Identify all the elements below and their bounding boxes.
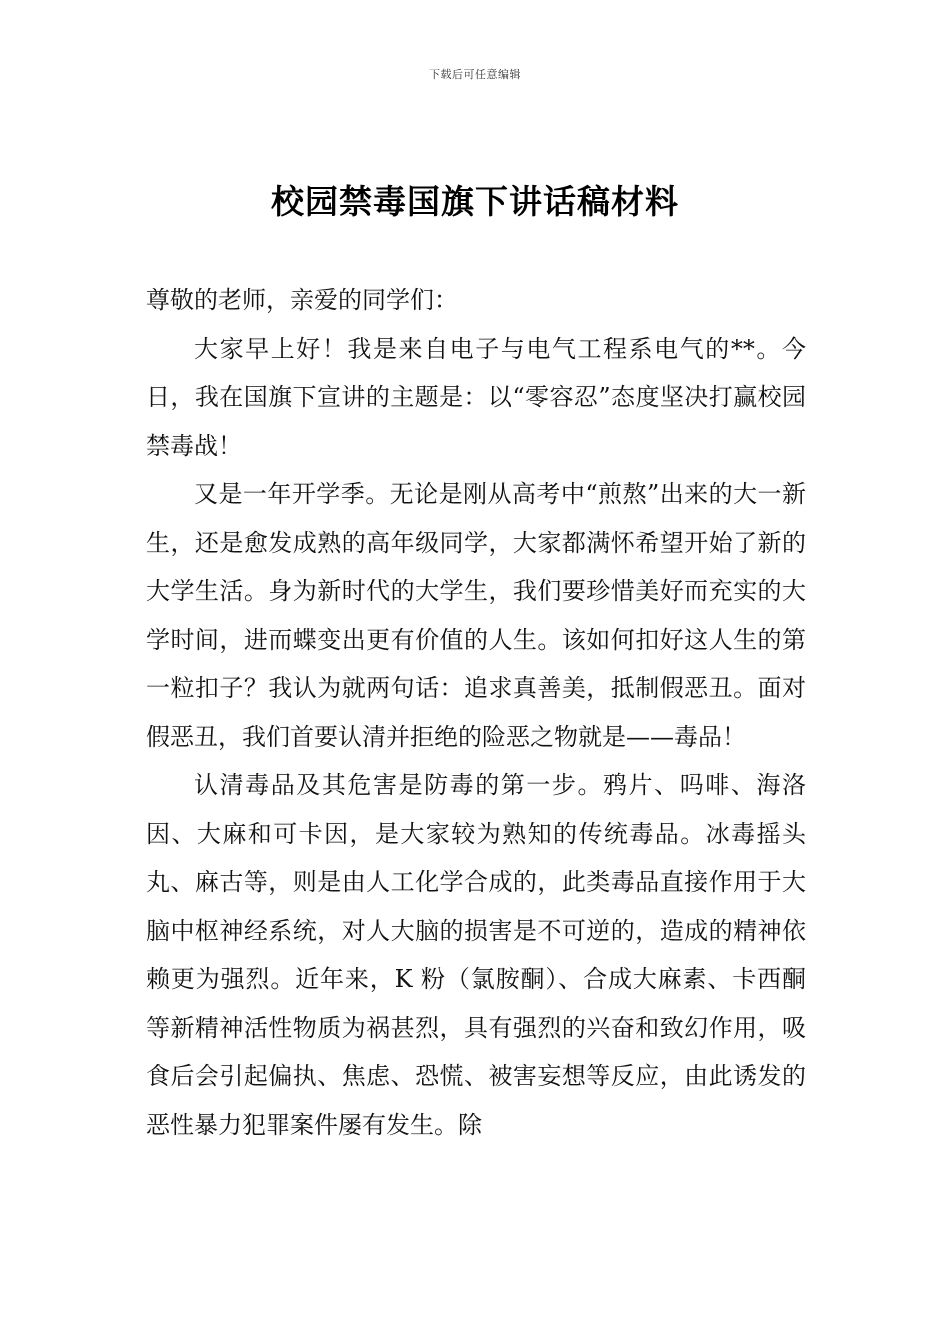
salutation: 尊敬的老师，亲爱的同学们： [146, 286, 458, 314]
paragraph-3: 认清毒品及其危害是防毒的第一步。鸦片、吗啡、海洛因、大麻和可卡因，是大家较为熟知的传统毒品。冰毒摇头丸、麻古等，则是由人工化学合成的，此类毒品直接作用于大脑中枢神经系统，对人大脑的损害是不可逆的，造成的精神依赖更为强烈。近年来，K 粉（氯胺酮）、合成大麻素、卡西酮等新精神活性物质为祸甚烈，具有强烈的兴奋和致幻作用，吸食后会引起偏执、焦虑、恐慌、被害妄想等反应，由此诱发的恶性暴力犯罪案件屡有发生。除 [146, 771, 806, 1139]
document-body [146, 276, 806, 1149]
document-title: 校园禁毒国旗下讲话稿材料 [271, 182, 679, 221]
paragraph-2: 又是一年开学季。无论是刚从高考中“煎熬”出来的大一新生，还是愈发成熟的高年级同学，大家都满怀希望开始了新的大学生活。身为新时代的大学生，我们要珍惜美好而充实的大学时间，进而蝶变出更有价值的人生。该如何扣好这人生的第一粒扣子？我认为就两句话：追求真善美，抵制假恶丑。面对假恶丑，我们首要认清并拒绝的险恶之物就是——毒品！ [146, 480, 806, 751]
header-note: 下载后可任意编辑 [429, 68, 521, 81]
paragraph-1: 大家早上好！我是来自电子与电气工程系电气的**。今日，我在国旗下宣讲的主题是：以“零容忍”态度坚决打赢校园禁毒战！ [146, 334, 806, 460]
